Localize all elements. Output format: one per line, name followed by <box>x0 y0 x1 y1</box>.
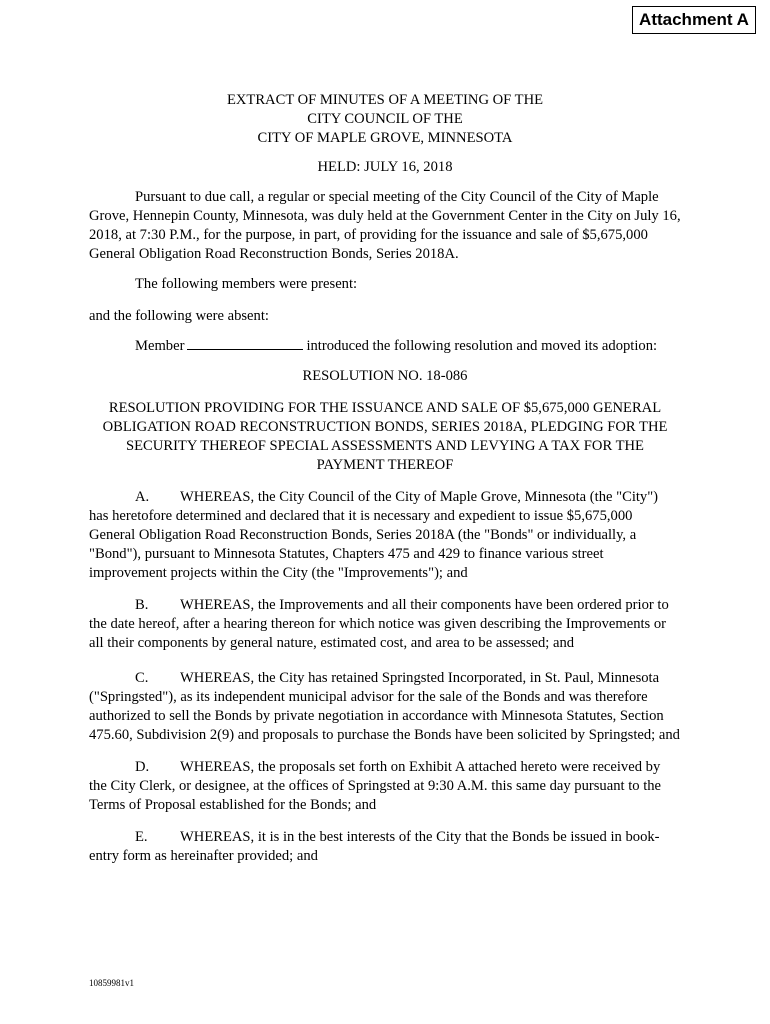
document-header <box>89 91 681 148</box>
meeting-date: HELD: JULY 16, 2018 <box>317 159 453 175</box>
whereas-letter: A. <box>135 489 150 505</box>
document-body <box>89 91 681 866</box>
whereas-text: WHEREAS, the City Council of the City of Maple Grove, Minnesota (the "City") has heretofore determined and declared that it is necessary and expedient to issue $5,675,000 General Obligation Road Reconstruction Bonds, Series 2018A (the "Bonds" or individually, a "Bond"), pursuant to Minnesota Statutes, Chapters 475 and 429 to finance various street improvement projects within the City (the "Improvements"); and <box>89 489 659 581</box>
whereas-letter: E. <box>135 829 148 845</box>
resolution-title-line-2: OBLIGATION ROAD RECONSTRUCTION BONDS, SERIES 2018A, PLEDGING FOR THE <box>102 419 668 435</box>
document-id-footer: 10859981v1 <box>89 978 134 988</box>
intro-paragraph: Pursuant to due call, a regular or special meeting of the City Council of the City of Maple Grove, Hennepin County, Minnesota, was duly held at the Government Center in the City on July 16, 2018, at 7:30 P.M., for the purpose, in part, of providing for the issuance and sale of $5,675,000 General Obligation Road Reconstruction Bonds, Series 2018A. <box>89 189 681 262</box>
member-intro-suffix: introduced the following resolution and moved its adoption: <box>306 338 658 354</box>
whereas-text: WHEREAS, the City has retained Springsted Incorporated, in St. Paul, Minnesota ("Springsted"), as its independent municipal advisor for the sale of the Bonds and was therefore authorized to sell the Bonds by private negotiation in accordance with Minnesota Statutes, Section 475.60, Subdivision 2(9) and proposals to purchase the Bonds have been solicited by Springsted; and <box>89 670 680 743</box>
resolution-title-line-3: SECURITY THEREOF SPECIAL ASSESSMENTS AND LEVYING A TAX FOR THE <box>126 438 644 454</box>
resolution-number: RESOLUTION NO. 18-086 <box>302 368 468 384</box>
whereas-clause-b <box>89 596 681 653</box>
whereas-letter: B. <box>135 597 149 613</box>
resolution-title-line-4: PAYMENT THEREOF <box>316 457 454 473</box>
whereas-clause-e <box>89 828 681 866</box>
whereas-text: WHEREAS, the Improvements and all their components have been ordered prior to the date hereof, after a hearing thereon for which notice was given describing the Improvements or all their components by general nature, estimated cost, and area to be assessed; and <box>89 597 669 651</box>
whereas-letter: D. <box>135 759 150 775</box>
resolution-title-line-1: RESOLUTION PROVIDING FOR THE ISSUANCE AND SALE OF $5,675,000 GENERAL <box>108 400 662 416</box>
member-intro-prefix: Member <box>135 338 185 354</box>
member-intro <box>89 337 681 356</box>
members-absent: and the following were absent: <box>89 308 269 324</box>
whereas-clause-c <box>89 669 681 745</box>
whereas-text: WHEREAS, it is in the best interests of the City that the Bonds be issued in book-entry form as hereinafter provided; and <box>89 829 660 864</box>
whereas-clause-a <box>89 488 681 583</box>
whereas-text: WHEREAS, the proposals set forth on Exhibit A attached hereto were received by the City Clerk, or designee, at the offices of Springsted at 9:30 A.M. this same day pursuant to the Terms of Proposal established for the Bonds; and <box>89 759 662 813</box>
whereas-letter: C. <box>135 670 149 686</box>
whereas-clause-d <box>89 758 681 815</box>
members-present: The following members were present: <box>135 276 358 292</box>
resolution-title <box>89 399 681 475</box>
header-line-3: CITY OF MAPLE GROVE, MINNESOTA <box>257 130 513 146</box>
member-name-blank <box>187 348 303 350</box>
header-line-2: CITY COUNCIL OF THE <box>307 111 463 127</box>
header-line-1: EXTRACT OF MINUTES OF A MEETING OF THE <box>226 92 544 108</box>
attachment-label: Attachment A <box>632 6 756 34</box>
